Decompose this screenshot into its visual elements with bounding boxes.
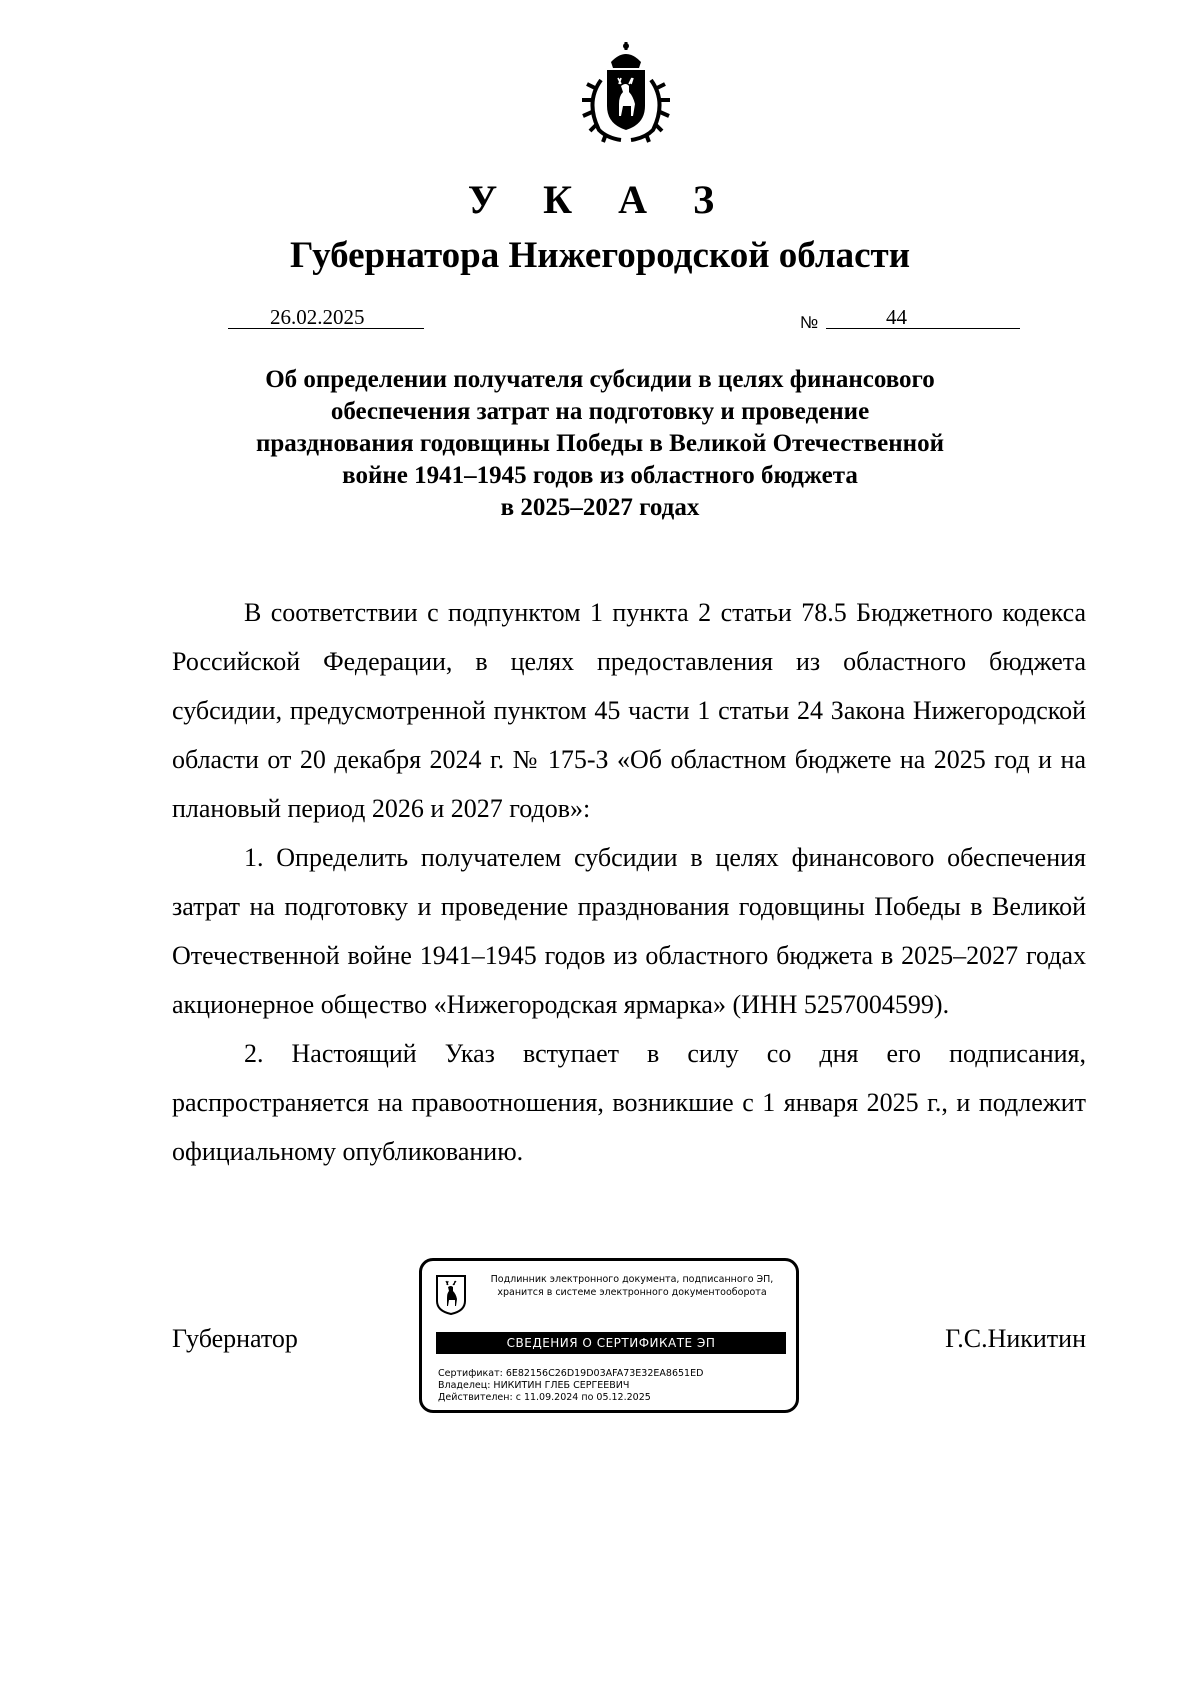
stamp-header xyxy=(472,1273,792,1299)
intro-paragraph: В соответствии с подпунктом 1 пункта 2 статьи 78.5 Бюджетного кодекса Российской Федерации, в целях предоставления из областного бюджета субсидии, предусмотренной пунктом 45 части 1 статьи 24 Закона Нижегородской области от 20 декабря 2024 г. № 175-З «Об областном бюджете на 2025 год и на плановый период 2026 и 2027 годов»: xyxy=(172,598,1086,823)
emblem-icon xyxy=(436,1275,466,1315)
document-heading xyxy=(200,364,1000,524)
certificate-number: Сертификат: 6E82156C26D19D03AFA73E32EA8651ED xyxy=(438,1368,704,1379)
item-2-paragraph: 2. Настоящий Указ вступает в силу со дня его подписания, распространяется на правоотношения, возникшие с 1 января 2025 г., и подлежит официальному опубликованию. xyxy=(172,1039,1086,1166)
number-sign: № xyxy=(800,313,819,332)
certificate-owner: Владелец: НИКИТИН ГЛЕБ СЕРГЕЕВИЧ xyxy=(438,1380,630,1391)
heading-line: празднования годовщины Победы в Великой Отечественной xyxy=(255,430,944,457)
signer-name: Г.С.Никитин xyxy=(945,1324,1086,1353)
item-1-paragraph: 1. Определить получателем субсидии в целях финансового обеспечения затрат на подготовку и проведение празднования годовщины Победы в Великой Отечественной войне 1941–1945 годов из областного бюджета в 2025–2027 годах акционерное общество «Нижегородская ярмарка» (ИНН 5257004599). xyxy=(172,843,1086,1019)
stamp-header-line: хранится в системе электронного документооборота xyxy=(497,1287,767,1298)
document-body xyxy=(172,588,1086,1176)
heading-line: в 2025–2027 годах xyxy=(500,494,700,521)
document-date: 26.02.2025 xyxy=(228,305,424,329)
heading-line: Об определении получателя субсидии в целях финансового xyxy=(265,366,935,393)
signer-title: Губернатор xyxy=(172,1324,298,1353)
coat-of-arms-icon xyxy=(571,40,681,144)
electronic-signature-stamp xyxy=(419,1258,799,1413)
certificate-info-bar: СВЕДЕНИЯ О СЕРТИФИКАТЕ ЭП xyxy=(436,1332,786,1354)
stamp-header-line: Подлинник электронного документа, подписанного ЭП, xyxy=(490,1274,774,1285)
document-subtitle: Губернатора Нижегородской области xyxy=(289,235,911,276)
document-title: У К А З xyxy=(467,177,733,222)
certificate-details xyxy=(438,1368,703,1404)
document-number: 44 xyxy=(826,305,1020,329)
certificate-validity: Действителен: с 11.09.2024 по 05.12.2025 xyxy=(438,1392,651,1403)
heading-line: обеспечения затрат на подготовку и проведение xyxy=(330,398,870,425)
heading-line: войне 1941–1945 годов из областного бюджета xyxy=(342,462,858,489)
